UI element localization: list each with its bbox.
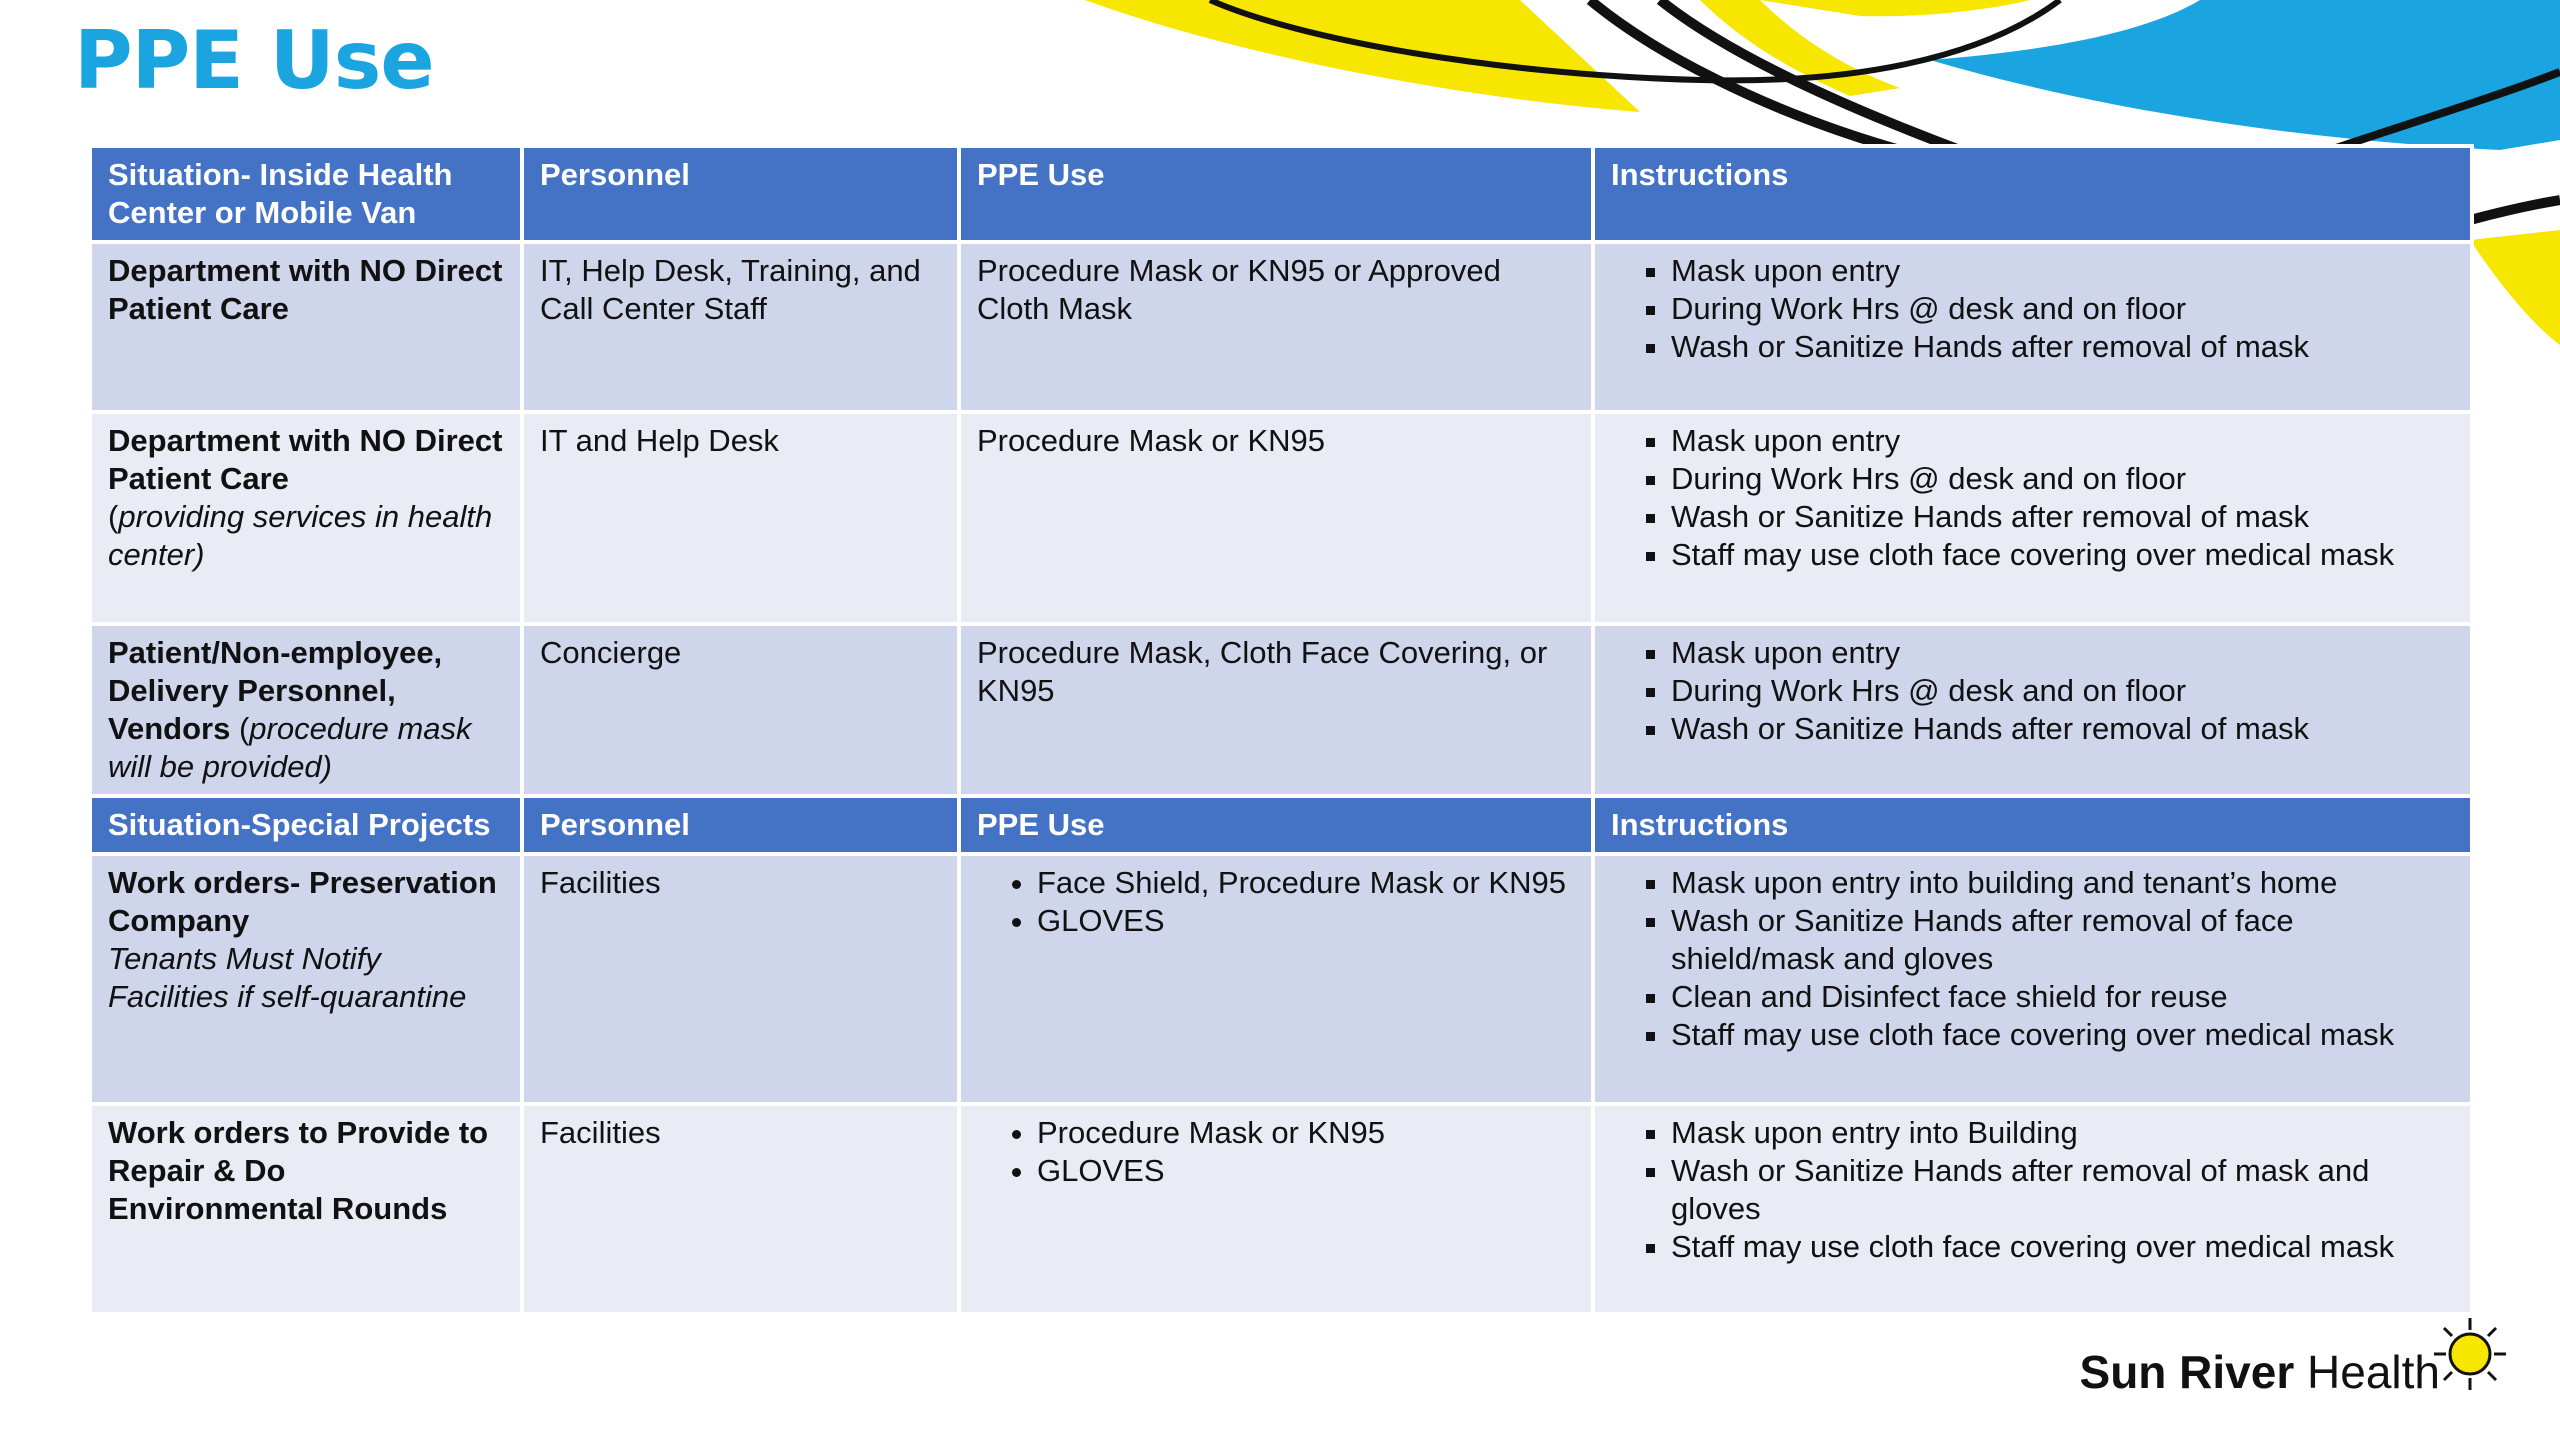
- table-row: [90, 854, 2472, 1104]
- situation-cell: [90, 854, 522, 1104]
- personnel-cell: Facilities: [522, 854, 959, 1104]
- instruction-item: ▪ Mask upon entry: [1671, 422, 2454, 460]
- situation-text: Department with NO Direct Patient Care: [108, 253, 503, 326]
- situation-note: providing services in health center): [108, 499, 493, 572]
- instruction-item: ▪ Wash or Sanitize Hands after removal of mask and gloves: [1671, 1152, 2454, 1228]
- table-row: [90, 624, 2472, 796]
- ppe-cell: Procedure Mask, Cloth Face Covering, or KN95: [959, 624, 1593, 796]
- header-ppe-use: PPE Use: [959, 796, 1593, 854]
- ppe-item: • Procedure Mask or KN95: [1037, 1114, 1575, 1152]
- instructions-cell: [1593, 1104, 2472, 1314]
- brand-sun-river: Sun River: [2079, 1346, 2295, 1398]
- table-row: [90, 1104, 2472, 1314]
- instruction-item: ▪ Mask upon entry into building and tenant’s home: [1671, 864, 2454, 902]
- personnel-cell: IT, Help Desk, Training, and Call Center Staff: [522, 242, 959, 412]
- situation-note: Tenants Must Notify Facilities if self-quarantine: [108, 941, 467, 1014]
- personnel-cell: Concierge: [522, 624, 959, 796]
- situation-cell: [90, 1104, 522, 1314]
- situation-text: Work orders to Provide to Repair & Do Environmental Rounds: [108, 1115, 489, 1226]
- instruction-item: ▪ Staff may use cloth face covering over medical mask: [1671, 536, 2454, 574]
- situation-text: Department with NO Direct Patient Care: [108, 423, 503, 496]
- situation-note-paren: (: [230, 711, 250, 746]
- situation-cell: [90, 242, 522, 412]
- ppe-table: [88, 144, 2474, 1316]
- instructions-cell: [1593, 412, 2472, 624]
- header-instructions: Instructions: [1593, 796, 2472, 854]
- situation-cell: [90, 412, 522, 624]
- header-situation: Situation- Inside Health Center or Mobile Van: [90, 146, 522, 242]
- instruction-item: ▪ Wash or Sanitize Hands after removal of mask: [1671, 498, 2454, 536]
- situation-text: Work orders- Preservation Company: [108, 865, 497, 938]
- instruction-item: ▪ During Work Hrs @ desk and on floor: [1671, 290, 2454, 328]
- brand-wordmark: [2080, 1345, 2440, 1399]
- ppe-cell: Procedure Mask or KN95 or Approved Cloth Mask: [959, 242, 1593, 412]
- sun-icon: [2430, 1314, 2510, 1394]
- instruction-item: ▪ Wash or Sanitize Hands after removal of mask: [1671, 328, 2454, 366]
- instruction-item: ▪ Clean and Disinfect face shield for reuse: [1671, 978, 2454, 1016]
- instruction-item: ▪ Mask upon entry: [1671, 252, 2454, 290]
- instruction-item: ▪ During Work Hrs @ desk and on floor: [1671, 672, 2454, 710]
- instructions-cell: [1593, 242, 2472, 412]
- personnel-cell: IT and Help Desk: [522, 412, 959, 624]
- situation-note: procedure mask will be provided): [108, 711, 472, 784]
- situation-text: Patient/Non-employee, Delivery Personnel, Vendors: [108, 635, 443, 746]
- header-instructions: Instructions: [1593, 146, 2472, 242]
- header-ppe-use: PPE Use: [959, 146, 1593, 242]
- instructions-cell: [1593, 854, 2472, 1104]
- instruction-item: ▪ During Work Hrs @ desk and on floor: [1671, 460, 2454, 498]
- header-personnel: Personnel: [522, 146, 959, 242]
- ppe-item: • GLOVES: [1037, 1152, 1575, 1190]
- instruction-item: ▪ Staff may use cloth face covering over medical mask: [1671, 1228, 2454, 1266]
- instruction-item: ▪ Wash or Sanitize Hands after removal of face shield/mask and gloves: [1671, 902, 2454, 978]
- header-situation: Situation-Special Projects: [90, 796, 522, 854]
- instruction-item: ▪ Mask upon entry into Building: [1671, 1114, 2454, 1152]
- situation-cell: [90, 624, 522, 796]
- table-row: [90, 412, 2472, 624]
- ppe-cell: [959, 854, 1593, 1104]
- instruction-item: ▪ Wash or Sanitize Hands after removal of mask: [1671, 710, 2454, 748]
- ppe-item: • GLOVES: [1037, 902, 1575, 940]
- header-personnel: Personnel: [522, 796, 959, 854]
- instructions-cell: [1593, 624, 2472, 796]
- table-header-row: [90, 796, 2472, 854]
- ppe-item: • Face Shield, Procedure Mask or KN95: [1037, 864, 1575, 902]
- personnel-cell: Facilities: [522, 1104, 959, 1314]
- situation-note-paren: (: [108, 499, 119, 534]
- instruction-item: ▪ Staff may use cloth face covering over medical mask: [1671, 1016, 2454, 1054]
- ppe-cell: Procedure Mask or KN95: [959, 412, 1593, 624]
- ppe-cell: [959, 1104, 1593, 1314]
- table-header-row: [90, 146, 2472, 242]
- table-row: [90, 242, 2472, 412]
- instruction-item: ▪ Mask upon entry: [1671, 634, 2454, 672]
- page-title: PPE Use: [74, 14, 434, 107]
- brand-health: Health: [2294, 1346, 2440, 1398]
